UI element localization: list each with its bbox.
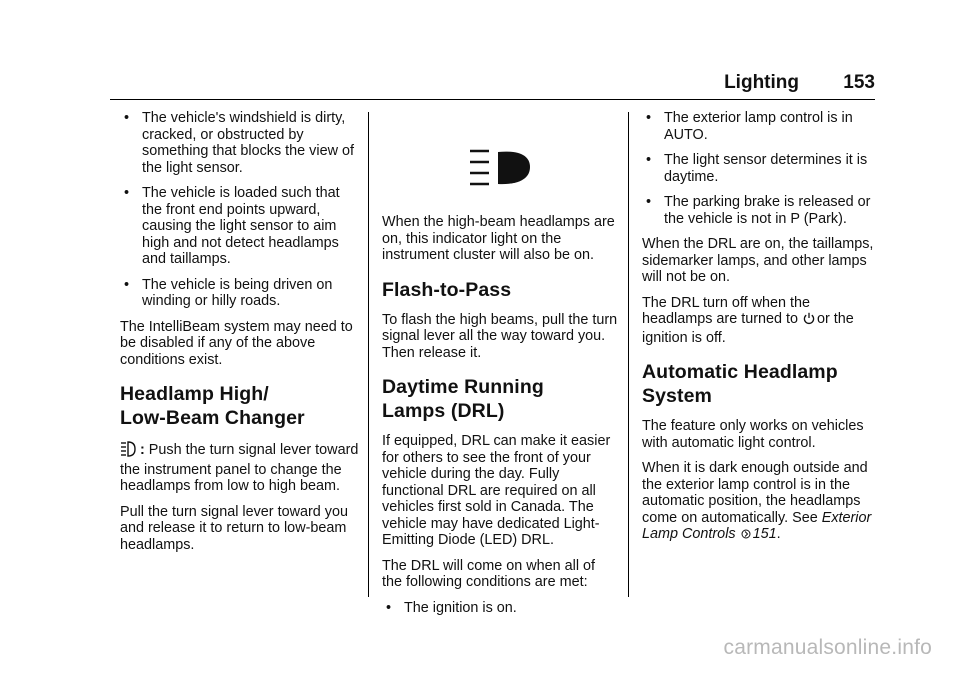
- header-rule: [110, 99, 875, 100]
- page-reference-arrow-icon: [741, 528, 751, 545]
- page-number: 153: [843, 72, 875, 93]
- column-1: [120, 110, 360, 562]
- paragraph: The DRL turn off when the headlamps are turned to or the ignition is off.: [642, 294, 854, 346]
- column-2: [382, 110, 618, 625]
- paragraph: : Push the turn signal lever toward the instrument panel to change the headlamps from low to high beam.: [120, 442, 359, 494]
- section-heading: Headlamp High/ Low-Beam Changer: [120, 383, 305, 429]
- cross-reference-link[interactable]: Exterior Lamp Controls: [642, 509, 872, 542]
- paragraph: The DRL will come on when all of the following conditions are met:: [382, 557, 596, 590]
- list-item: • The parking brake is released or the vehicle is not in P (Park).: [646, 194, 871, 227]
- list-item: • The vehicle's windshield is dirty, cracked, or obstructed by something that blocks the view of the light sensor.: [124, 110, 354, 176]
- paragraph: If equipped, DRL can make it easier for others to see the front of your vehicle during the day. Fully functional DRL are required on all vehicles first sold in Canada. The vehicle may have dedicated Light-Emitting Diode (LED) DRL.: [382, 433, 611, 548]
- list-item: • The vehicle is loaded such that the front end points upward, causing the light sensor to aim high and not detect headlamps and taillamps.: [124, 185, 340, 267]
- paragraph: Pull the turn signal lever toward you and release it to return to low-beam headlamps.: [120, 503, 348, 553]
- paragraph: When the DRL are on, the taillamps, sidemarker lamps, and other lamps will not be on.: [642, 236, 874, 285]
- paragraph: To flash the high beams, pull the turn signal lever all the way toward you. Then release it.: [382, 311, 618, 361]
- paragraph: The feature only works on vehicles with automatic light control.: [642, 418, 864, 451]
- section-heading: Automatic Headlamp System: [642, 361, 838, 407]
- high-beam-icon: [120, 440, 136, 462]
- section-heading: Flash-to-Pass: [382, 278, 512, 301]
- paragraph: When the high-beam headlamps are on, this indicator light on the instrument cluster will also be on.: [382, 214, 615, 263]
- list-item: • The exterior lamp control is in AUTO.: [646, 110, 853, 143]
- list-item: • The vehicle is being driven on winding or hilly roads.: [124, 276, 333, 309]
- page-header: [110, 72, 875, 100]
- paragraph: When it is dark enough outside and the exterior lamp control is in the automatic position, the headlamps come on automatically. See Exterior Lamp Controls 151.: [642, 460, 878, 545]
- high-beam-indicator-figure: [382, 120, 618, 190]
- paragraph: The IntelliBeam system may need to be disabled if any of the above conditions exist.: [120, 318, 353, 368]
- watermark: carmanualsonline.info: [723, 636, 932, 659]
- section-heading: Daytime Running Lamps (DRL): [382, 376, 544, 422]
- high-beam-indicator-icon: [468, 148, 538, 188]
- section-title: Lighting: [724, 72, 799, 93]
- list-item: • The light sensor determines it is daytime.: [646, 152, 868, 185]
- list-item: • The ignition is on.: [386, 599, 517, 616]
- column-divider: [628, 112, 629, 597]
- power-off-icon: [803, 312, 815, 330]
- column-divider: [368, 112, 369, 597]
- column-3: [642, 110, 878, 554]
- page-reference[interactable]: 151: [752, 526, 777, 542]
